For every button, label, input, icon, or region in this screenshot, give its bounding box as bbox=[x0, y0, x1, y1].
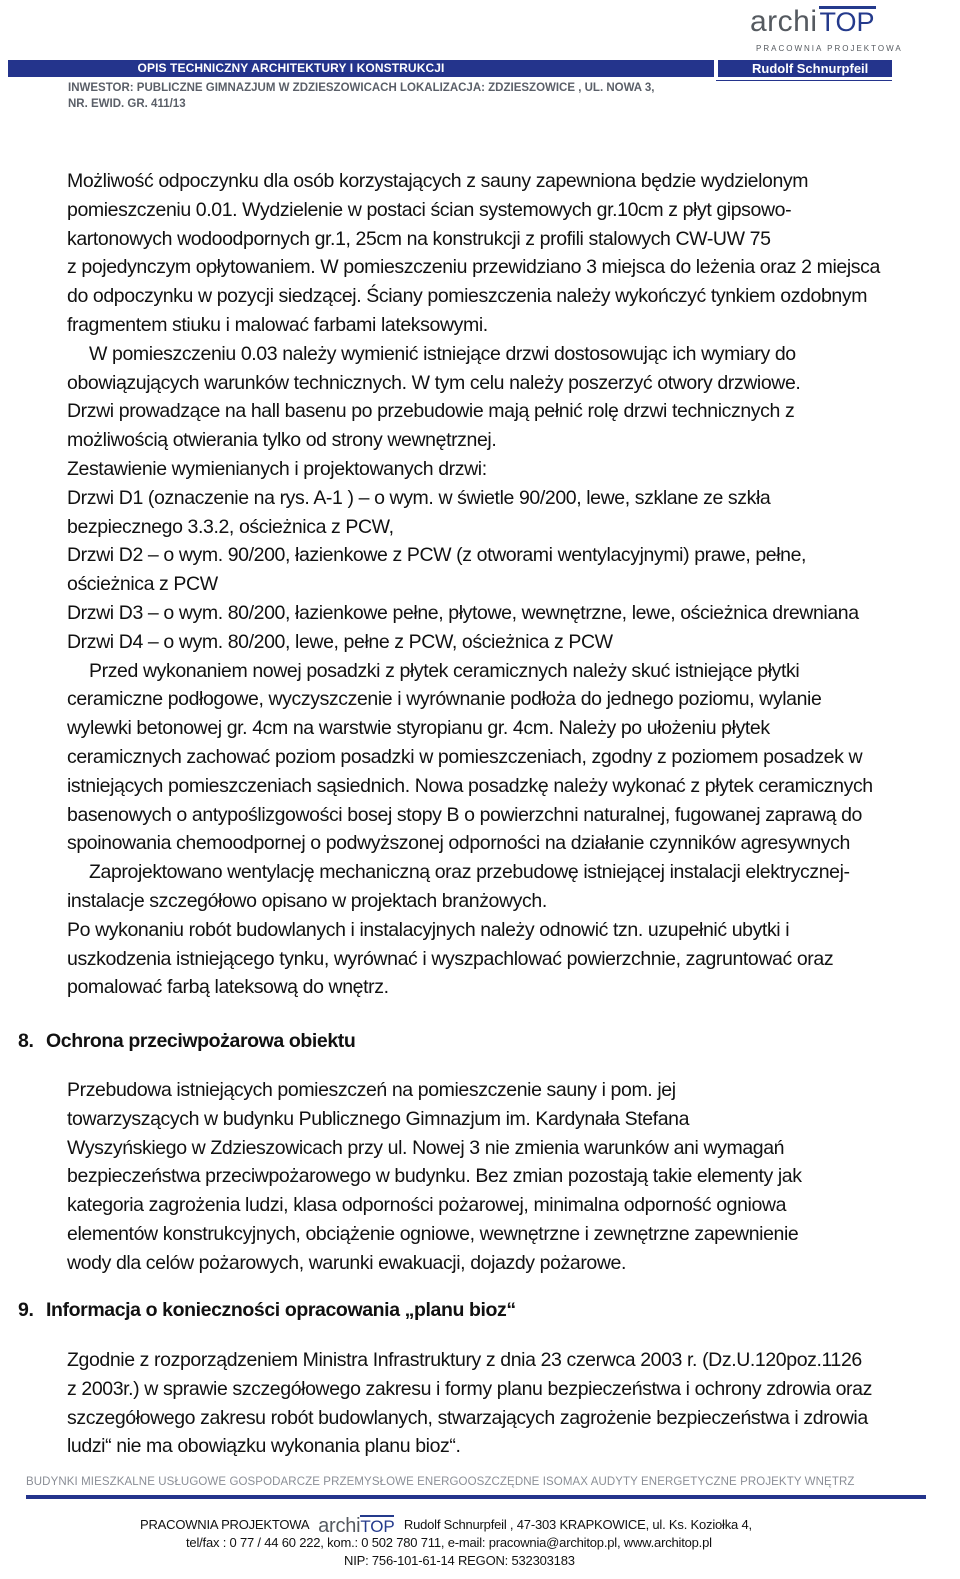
text-line: Zgodnie z rozporządzeniem Ministra Infrastruktury z dnia 23 czerwca 2003 r. (Dz.U.120poz.1126 bbox=[67, 1349, 862, 1371]
section-9-text bbox=[67, 1346, 872, 1461]
door-d2-line: Drzwi D2 – o wym. 90/200, łazienkowe z PCW (z otworami wentylacyjnymi) prawe, pełne, bbox=[67, 544, 807, 567]
text-line: ceramicznych zachować poziom posadzki w pomieszczeniach, zgodny z poziomem posadzek w bbox=[67, 745, 863, 768]
text-line: bezpieczeństwa przeciwpożarowego w budynku. Bez zmian pozostają takie elementy jak bbox=[67, 1165, 802, 1188]
text-line: W pomieszczeniu 0.03 należy wymienić istniejące drzwi dostosowując ich wymiary do bbox=[89, 342, 796, 365]
text-line: Przed wykonaniem nowej posadzki z płytek ceramicznych należy skuć istniejące płytki bbox=[89, 659, 800, 682]
door-d4-line: Drzwi D4 – o wym. 80/200, lewe, pełne z PCW, ościeżnica z PCW bbox=[67, 630, 613, 653]
footer-services: BUDYNKI MIESZKALNE USŁUGOWE GOSPODARCZE PRZEMYSŁOWE ENERGOOSZCZĘDNE ISOMAX AUDYTY ENERGETYCZNE PROJEKTY WNĘTRZ bbox=[26, 1476, 855, 1488]
footer-rule bbox=[26, 1495, 926, 1499]
section-8-text bbox=[67, 1076, 802, 1278]
body-text-block bbox=[67, 167, 880, 1002]
logo-archi-text: archi bbox=[750, 5, 818, 38]
section-9-heading bbox=[18, 1299, 516, 1322]
document-title: OPIS TECHNICZNY ARCHITEKTURY I KONSTRUKCJI bbox=[137, 61, 445, 75]
door-d1-line: Drzwi D1 (oznaczenie na rys. A-1 ) – o wym. w świetle 90/200, lewe, szklane ze szkła bbox=[67, 486, 771, 509]
section-title: Informacja o konieczności opracowania „planu bioz“ bbox=[46, 1299, 516, 1321]
footer-contact: tel/fax : 0 77 / 44 60 222, kom.: 0 502 780 711, e-mail: pracownia@architop.pl, www.architop.pl bbox=[186, 1535, 712, 1550]
text-line: istniejących pomieszczeniach sąsiednich. Nowa posadzkę należy wykonać z płytek ceramicznych bbox=[67, 774, 873, 797]
logo-subtitle: PRACOWNIA PROJEKTOWA bbox=[756, 44, 903, 53]
text-line: uszkodzenia istniejącego tynku, wyrównać i wyszpachlować powierzchnie, zagruntować oraz bbox=[67, 947, 834, 970]
text-line: instalacje szczegółowo opisano w projektach branżowych. bbox=[67, 889, 547, 912]
investor-line-1: INWESTOR: PUBLICZNE GIMNAZJUM W ZDZIESZOWICACH LOKALIZACJA: ZDZIESZOWICE , UL. NOWA 3, bbox=[68, 82, 655, 94]
section-title: Ochrona przeciwpożarowa obiektu bbox=[46, 1030, 356, 1052]
text-line: ościeżnica z PCW bbox=[67, 573, 218, 596]
section-number: 9. bbox=[18, 1299, 34, 1321]
text-line: Przebudowa istniejących pomieszczeń na pomieszczenie sauny i pom. jej bbox=[67, 1079, 676, 1101]
logo-top-text: TOP bbox=[819, 7, 875, 37]
text-line: Wyszyńskiego w Zdzieszowicach przy ul. Nowej 3 nie zmienia warunków ani wymagań bbox=[67, 1136, 785, 1159]
door-d3-line: Drzwi D3 – o wym. 80/200, łazienkowe pełne, płytowe, wewnętrzne, lewe, ościeżnica drewniana bbox=[67, 601, 859, 624]
text-line: szczegółowego zakresu robót budowlanych, stwarzających zagrożenie bezpieczeństwa i zdrowia bbox=[67, 1406, 868, 1429]
text-line: pomalować farbą lateksową do wnętrz. bbox=[67, 976, 389, 999]
text-line: Drzwi prowadzące na hall basenu po przebudowie mają pełnić rolę drzwi technicznych z bbox=[67, 400, 795, 423]
text-line: Po wykonaniu robót budowlanych i instalacyjnych należy odnowić tzn. uzupełnić ubytki i bbox=[67, 918, 790, 941]
investor-line-2: NR. EWID. GR. 411/13 bbox=[68, 98, 186, 110]
text-line: pomieszczeniu 0.01. Wydzielenie w postaci ścian systemowych gr.10cm z płyt gipsowo- bbox=[67, 198, 792, 221]
footer-address: Rudolf Schnurpfeil , 47-303 KRAPKOWICE, ul. Ks. Koziołka 4, bbox=[403, 1517, 752, 1532]
footer-logo-archi: archi bbox=[318, 1515, 361, 1537]
section-8-heading bbox=[18, 1030, 355, 1053]
footer-prefix: PRACOWNIA PROJEKTOWA bbox=[140, 1517, 309, 1532]
text-line: Zaprojektowano wentylację mechaniczną oraz przebudowę istniejącej instalacji elektrycznej- bbox=[89, 861, 850, 884]
text-line: bezpiecznego 3.3.2, ościeżnica z PCW, bbox=[67, 515, 394, 538]
text-line: basenowych o antypoślizgowości bosej stopy B o powierzchni naturalnej, fugowanej zaprawą do bbox=[67, 803, 863, 826]
text-line: ceramiczne podłogowe, wyczyszczenie i wyrównanie podłoża do jednego poziomu, wylanie bbox=[67, 688, 822, 711]
company-logo bbox=[750, 4, 903, 54]
investor-info bbox=[68, 80, 708, 112]
text-line: spoinowania chemoodpornej o podwyższonej odporności na działanie czynników agresywnych bbox=[67, 832, 850, 855]
text-line: fragmentem stiuku i malować farbami lateksowymi. bbox=[67, 313, 488, 336]
text-line: obowiązujących warunków technicznych. W tym celu należy poszerzyć otwory drzwiowe. bbox=[67, 371, 801, 394]
text-line: elementów konstrukcyjnych, obciążenie ogniowe, wewnętrzne i zewnętrzne zapewnienie bbox=[67, 1222, 799, 1245]
text-line: Możliwość odpoczynku dla osób korzystających z sauny zapewniona będzie wydzielonym bbox=[67, 170, 809, 192]
text-line: ludzi“ nie ma obowiązku wykonania planu bioz“. bbox=[67, 1435, 461, 1458]
footer-tax-ids: NIP: 756-101-61-14 REGON: 532303183 bbox=[344, 1553, 575, 1568]
text-line: wody dla celów pożarowych, warunki ewakuacji, dojazdy pożarowe. bbox=[67, 1251, 627, 1274]
author-name: Rudolf Schnurpfeil bbox=[752, 61, 869, 76]
header-rule bbox=[716, 80, 892, 81]
document-title-bar bbox=[8, 60, 714, 77]
section-number: 8. bbox=[18, 1030, 34, 1052]
text-line: towarzyszących w budynku Publicznego Gimnazjum im. Kardynała Stefana bbox=[67, 1107, 690, 1130]
footer-logo-top: TOP bbox=[360, 1517, 395, 1536]
footer-logo bbox=[318, 1516, 394, 1536]
text-line: Zestawienie wymienianych i projektowanych drzwi: bbox=[67, 457, 487, 480]
text-line: kategoria zagrożenia ludzi, klasa odporności pożarowej, minimalna odporność ogniowa bbox=[67, 1194, 787, 1217]
text-line: do odpoczynku w pozycji siedzącej. Ściany pomieszczenia należy wykończyć tynkiem ozdobnym bbox=[67, 285, 868, 308]
text-line: z pojedynczym opłytowaniem. W pomieszczeniu przewidziano 3 miejsca do leżenia oraz 2 miejsca bbox=[67, 256, 880, 279]
author-bar bbox=[718, 60, 892, 77]
text-line: z 2003r.) w sprawie szczegółowego zakresu i formy planu bezpieczeństwa i ochrony zdrowia oraz bbox=[67, 1377, 872, 1400]
text-line: wylewki betonowej gr. 4cm na warstwie styropianu gr. 4cm. Należy po ułożeniu płytek bbox=[67, 717, 770, 740]
footer-company-line bbox=[140, 1516, 752, 1536]
text-line: możliwością otwierania tylko od strony wewnętrznej. bbox=[67, 429, 497, 452]
text-line: kartonowych wodoodpornych gr.1, 25cm na konstrukcji z profili stalowych CW-UW 75 bbox=[67, 227, 771, 250]
